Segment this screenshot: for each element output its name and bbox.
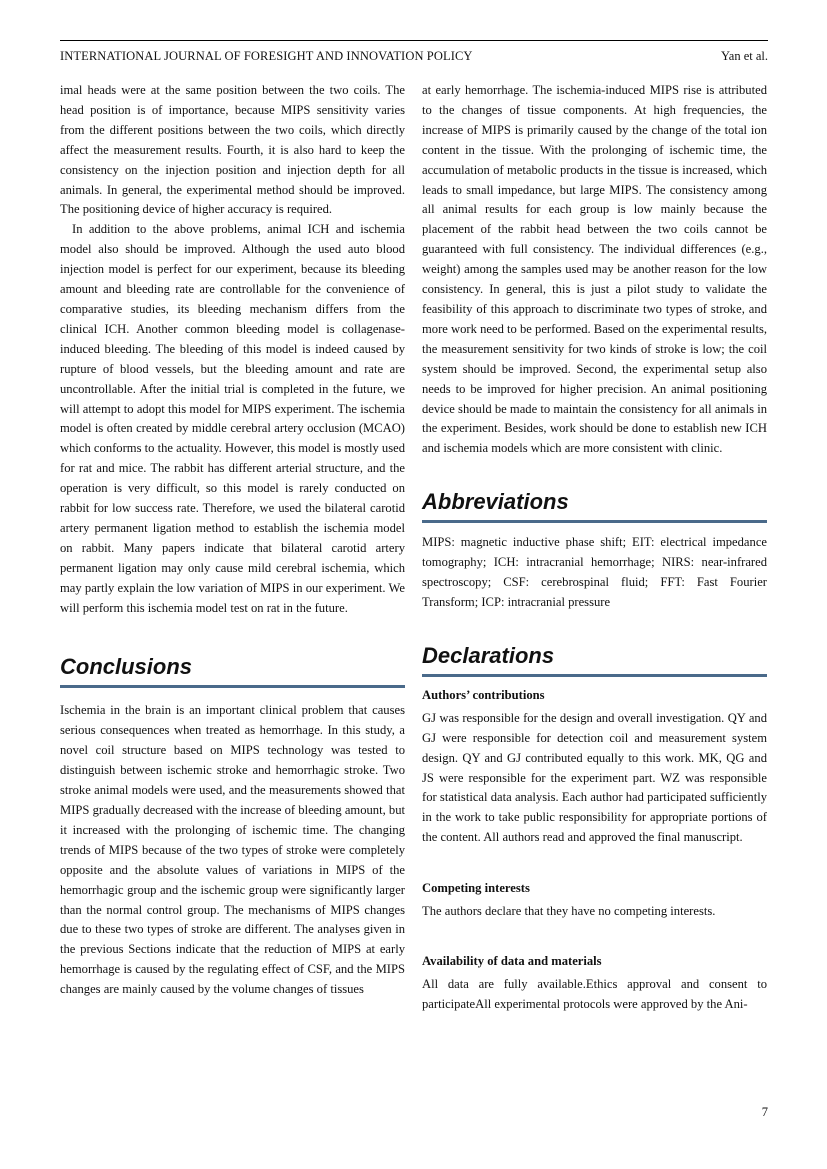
running-header — [60, 40, 768, 63]
section-title-declarations: Declarations — [422, 643, 767, 677]
body-paragraph: at early hemorrhage. The ischemia-induced MIPS rise is attributed to the changes of tissue components. At high frequencies, the increase of MIPS is primarily caused by the change of the total ion content in the tissue. With the prolonging of ischemic time, the accumulation of metabolic products in the tissue is increased, which leads to small impedance, but large MIPS. The consistency among all animal results for each group is low mainly because the placement of the rabbit head between the two coils cannot be guaranteed with full consistency. The individual differences (e.g., weight) among the samples used may be another reason for the low consistency. In general, this is just a pilot study to validate the feasibility of this approach to discriminate two types of stroke, and more work need to be performed. Based on the experimental results, the measurement sensitivity for two kinds of stroke is low; the coil system should be improved. Second, the experimental setup also needs to be improved for higher precision. An animal positioning device should be made to maintain the consistency for all animals in the experiment. Besides, work should be done to establish new ICH and ischemia models which are more consistent with clinic. — [422, 83, 767, 456]
left-column — [60, 81, 405, 1000]
page-number: 7 — [761, 1105, 768, 1119]
contributions-paragraph: GJ was responsible for the design and overall investigation. QY and GJ were responsible for detection coil and measurement system design. QY and GJ contributed equally to this work. MK, QG and JS were responsible for the experiment part. WZ was responsible for statistical data analysis. Each author had participated sufficiently in the work to take public responsibility for appropriate portions of the content. All authors read and approved the final manuscript. — [422, 710, 767, 845]
subheading-authors-contributions: Authors’ contributions — [422, 687, 545, 702]
right-column — [422, 81, 767, 1015]
abbreviations-paragraph: MIPS: magnetic inductive phase shift; EIT: electrical impedance tomography; ICH: intracranial hemorrhage; NIRS: near-infrared spectroscopy; CSF: cerebrospinal fluid; FFT: Fast Fourier Transform; ICP: intracranial pressure — [422, 535, 767, 609]
section-title-abbreviations: Abbreviations — [422, 489, 767, 523]
body-paragraph: imal heads were at the same position between the two coils. The head position is of importance, because MIPS sensitivity varies from the different positions between the two coils, which directly affect the measurement results. Fourth, it is also hard to keep the consistency on the injection position and injection depth for all animals. In general, the experimental method should be improved. The positioning device of higher accuracy is required. — [60, 83, 405, 217]
availability-paragraph: All data are fully available.Ethics approval and consent to participateAll experimental protocols were approved by the Ani- — [422, 977, 767, 1011]
section-title-conclusions: Conclusions — [60, 654, 405, 688]
subheading-competing-interests: Competing interests — [422, 881, 530, 896]
competing-paragraph: The authors declare that they have no competing interests. — [422, 904, 716, 919]
author-names: Yan et al. — [721, 49, 768, 63]
journal-name: INTERNATIONAL JOURNAL OF FORESIGHT AND INNOVATION POLICY — [60, 49, 473, 63]
subheading-availability: Availability of data and materials — [422, 954, 602, 969]
conclusions-paragraph: Ischemia in the brain is an important clinical problem that causes serious consequences when treated as hemorrhage. In this study, a novel coil structure based on MIPS technology was tested to distinguish between ischemic stroke and hemorrhagic stroke. Two stroke animal models were used, and the measurements showed that MIPS gradually decreased with the increase of bleeding amount, but it increased with the prolonging of ischemic time. The changing trends of MIPS because of the two types of stroke were completely opposite and the absolute values of variations in MIPS of the hemorrhagic group and the ischemic group were significantly larger than the normal control group. The mechanisms of MIPS changes due to these two types of stroke are different. The analyses given in the previous Sections indicate that the reduction of MIPS at early hemorrhage is caused by the regulating effect of CSF, and the MIPS changes are mainly caused by the volume changes of tissues — [60, 703, 405, 997]
body-paragraph: In addition to the above problems, animal ICH and ischemia model also should be improved. Although the used auto blood injection model is perfect for our experiment, because its bleeding amount and bleeding rate are controllable for the convenience of comparative studies, its bleeding mechanism differs from the clinical ICH. Another common bleeding model is collagenase-induced bleeding. The bleeding of this model is indeed caused by rupture of blood vessels, but the bleeding amount and rate are uncontrollable. After the initial trial is completed in the future, we will attempt to adopt this model for MIPS experiment. The ischemia model is often created by middle cerebral artery occlusion (MCAO) which conforms to the actuality. However, this model is mostly used for rat and mice. The rabbit has different arterial structure, and the operation is very difficult, so this model is rarely conducted on rabbit for low success rate. Therefore, we used the bilateral carotid artery permanent ligation method to establish the ischemia model on rabbit. Many papers indicate that bilateral carotid artery permanent ligation may only cause mild cerebral ischemia, which may partly explain the low variation of MIPS in our experiment. We will perform this ischemia model test on rat in the future. — [60, 222, 405, 615]
